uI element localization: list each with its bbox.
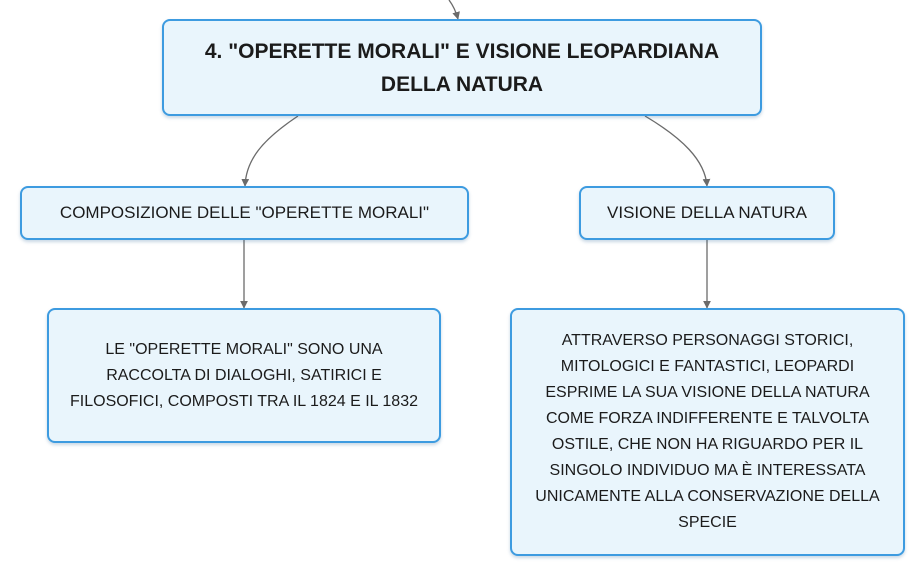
root-topic-label: 4. "OPERETTE MORALI" E VISIONE LEOPARDIANA DELLA NATURA [204, 39, 720, 96]
composizione-topic-label: COMPOSIZIONE DELLE "OPERETTE MORALI" [59, 203, 430, 222]
connector-root-to-visione [645, 116, 707, 186]
visione-natura-topic-label: VISIONE DELLA NATURA [607, 203, 807, 222]
composizione-detail-node[interactable] [47, 308, 441, 443]
root-topic-node[interactable] [162, 19, 762, 116]
composizione-topic-node[interactable] [20, 186, 469, 240]
composizione-detail-text: LE "OPERETTE MORALI" SONO UNA RACCOLTA DI DIALOGHI, SATIRICI E FILOSOFICI, COMPOSTI TRA IL 1824 E IL 1832 [70, 340, 418, 410]
visione-natura-detail-node[interactable] [510, 308, 905, 556]
visione-natura-detail-text: ATTRAVERSO PERSONAGGI STORICI, MITOLOGICI E FANTASTICI, LEOPARDI ESPRIME LA SUA VISIONE DELLA NATURA COME FORZA INDIFFERENTE E TALVOLTA OSTILE, CHE NON HA RIGUARDO PER IL SINGOLO INDIVIDUO MA È INTERESSATA UNICAMENTE ALLA CONSERVAZIONE DELLA SPECIE [535, 332, 880, 531]
incoming-connector [449, 0, 458, 19]
visione-natura-topic-node[interactable] [579, 186, 835, 240]
connector-root-to-composizione [245, 116, 298, 186]
